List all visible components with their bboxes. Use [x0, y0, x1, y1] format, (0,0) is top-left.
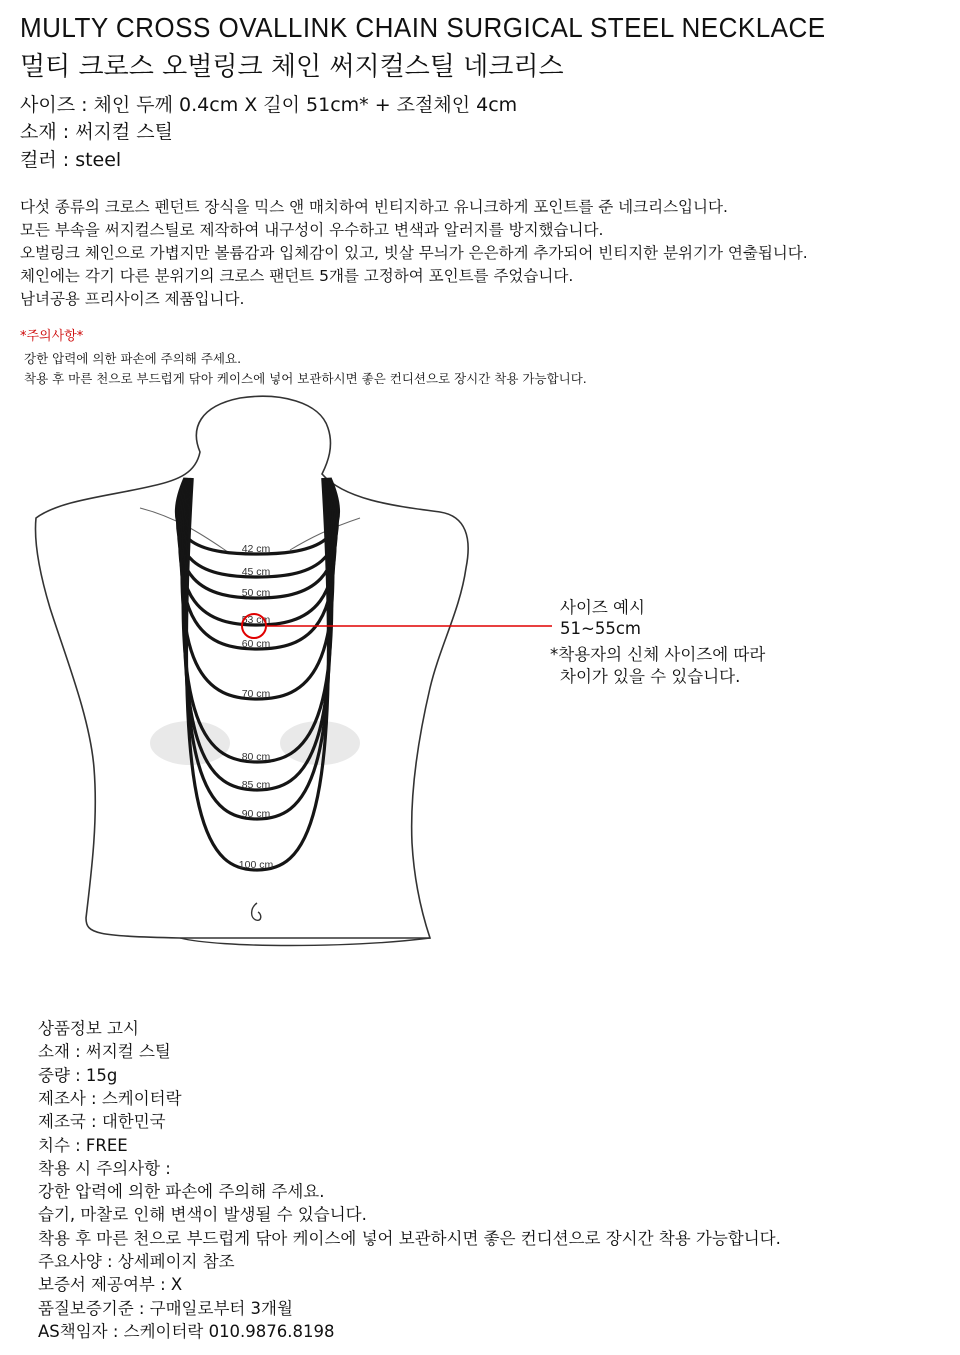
spec-color: 컬러 : steel — [20, 149, 122, 171]
caution-heading: *주의사항* — [20, 329, 84, 344]
product-title-english: MULTY CROSS OVALLINK CHAIN SURGICAL STEEL NECKLACE — [20, 12, 826, 43]
product-info-line: 주요사양 : 상세페이지 참조 — [38, 1252, 235, 1271]
chain-length-label: 70 cm — [241, 688, 271, 700]
chain-line — [178, 478, 338, 577]
necklace-size-chart — [0, 388, 960, 988]
product-info-heading: 상품정보 고시 — [38, 1019, 139, 1038]
size-example-title: 사이즈 예시 — [560, 598, 645, 617]
chain-length-label: 90 cm — [241, 808, 271, 820]
chain-length-label: 85 cm — [241, 779, 271, 791]
product-info-line: 착용 후 마른 천으로 부드럽게 닦아 케이스에 넣어 보관하시면 좋은 컨디션으로 장시간 착용 가능합니다. — [38, 1228, 781, 1248]
clasp-icon — [252, 903, 261, 920]
product-info-line: 습기, 마찰로 인해 변색이 발생될 수 있습니다. — [38, 1205, 367, 1225]
product-info-line: 착용 시 주의사항 : — [38, 1158, 171, 1178]
chain-length-label: 80 cm — [241, 751, 271, 763]
product-info-line: 제조사 : 스케이터락 — [38, 1088, 182, 1108]
product-info-line: AS책임자 : 스케이터락 010.9876.8198 — [38, 1321, 335, 1341]
size-example-note: *착용자의 신체 사이즈에 따라 — [550, 645, 766, 664]
chain-length-label: 45 cm — [241, 566, 271, 578]
product-info-line: 보증서 제공여부 : X — [38, 1275, 183, 1295]
chain-length-label: 50 cm — [241, 587, 271, 599]
product-info-line: 강한 압력에 의한 파손에 주의해 주세요. — [38, 1182, 325, 1202]
description-line: 남녀공용 프리사이즈 제품입니다. — [20, 290, 245, 308]
product-info-line: 중량 : 15g — [38, 1065, 118, 1085]
spec-material: 소재 : 써지컬 스틸 — [20, 121, 173, 143]
product-info-line: 제조국 : 대한민국 — [38, 1112, 166, 1132]
spec-size: 사이즈 : 체인 두께 0.4cm X 길이 51cm* + 조절체인 4cm — [20, 94, 518, 116]
product-info-line: 치수 : FREE — [38, 1135, 128, 1155]
necklace-length-labels — [239, 543, 274, 871]
product-info-line: 소재 : 써지컬 스틸 — [38, 1042, 171, 1062]
chain-length-label: 42 cm — [241, 543, 271, 555]
caution-line: 착용 후 마른 천으로 부드럽게 닦아 케이스에 넣어 보관하시면 좋은 컨디션으로 장시간 착용 가능합니다. — [24, 371, 587, 386]
description-line: 오벌링크 체인으로 가볍지만 볼륨감과 입체감이 있고, 빗살 무늬가 은은하게 추가되어 빈티지한 분위기가 연출됩니다. — [20, 244, 808, 262]
chain-length-label: 60 cm — [241, 638, 271, 650]
mannequin-outline — [36, 396, 469, 938]
description-line: 체인에는 각기 다른 분위기의 크로스 팬던트 5개를 고정하여 포인트를 주었습니다. — [20, 267, 574, 285]
chain-length-label: 100 cm — [238, 859, 274, 871]
caution-line: 강한 압력에 의한 파손에 주의해 주세요. — [24, 351, 242, 366]
product-title-korean: 멀티 크로스 오벌링크 체인 써지컬스틸 네크리스 — [20, 52, 564, 82]
description-line: 모든 부속을 써지컬스틸로 제작하여 내구성이 우수하고 변색과 알러지를 방지했습니다. — [20, 221, 604, 239]
description-line: 다섯 종류의 크로스 펜던트 장식을 믹스 앤 매치하여 빈티지하고 유니크하게 포인트를 준 네크리스입니다. — [20, 198, 728, 216]
chain-length-label: 53 cm — [241, 614, 271, 626]
size-example-note: 차이가 있을 수 있습니다. — [560, 667, 741, 686]
size-example-range: 51~55cm — [560, 619, 641, 638]
product-info-line: 품질보증기준 : 구매일로부터 3개월 — [38, 1298, 293, 1318]
